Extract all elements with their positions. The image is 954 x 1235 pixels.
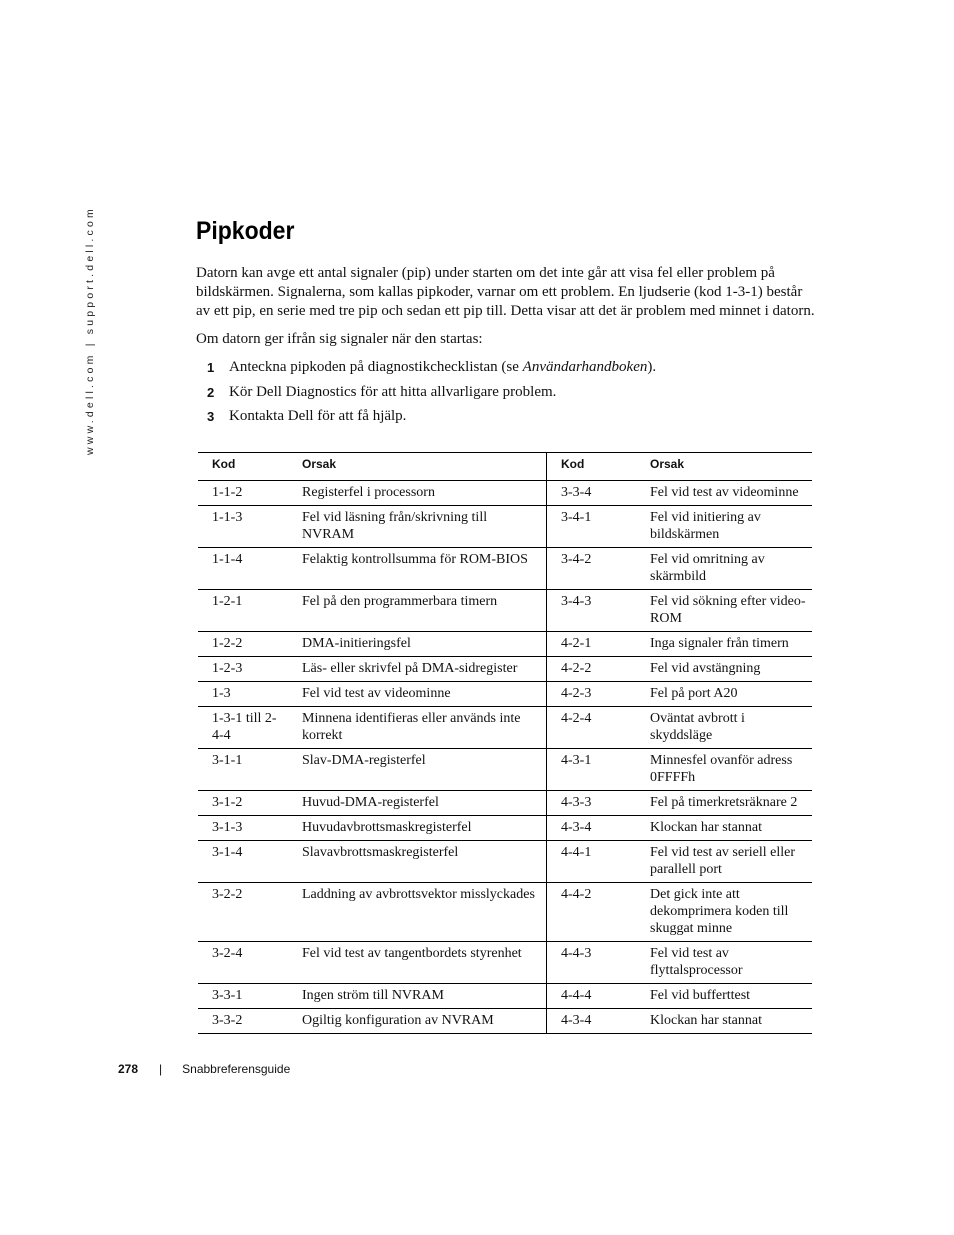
cell-code: 4-2-1 — [547, 632, 637, 657]
table-header-row — [198, 453, 812, 481]
cell-code: 4-2-4 — [547, 707, 637, 749]
beep-code-table — [198, 452, 812, 1034]
cell-code: 3-2-4 — [198, 942, 288, 984]
step-number: 3 — [207, 409, 215, 424]
cell-cause: Fel vid test av seriell eller parallell port — [636, 841, 812, 883]
table-row — [198, 841, 812, 883]
step-text: Anteckna pipkoden på diagnostikchecklistan (se Användarhandboken). — [229, 359, 657, 375]
page-footer — [118, 1062, 290, 1076]
table-row — [198, 1009, 812, 1034]
cell-code: 4-3-4 — [547, 1009, 637, 1034]
footer-separator: | — [159, 1062, 163, 1076]
cell-cause: Slav-DMA-registerfel — [288, 749, 547, 791]
cell-cause: Fel på timerkretsräknare 2 — [636, 791, 812, 816]
cell-code: 1-1-3 — [198, 506, 288, 548]
cell-cause: Minnena identifieras eller används inte korrekt — [288, 707, 547, 749]
cell-cause: Klockan har stannat — [636, 1009, 812, 1034]
cell-cause: Fel vid bufferttest — [636, 984, 812, 1009]
cell-code: 4-3-3 — [547, 791, 637, 816]
cell-code: 4-3-1 — [547, 749, 637, 791]
step-text: Kör Dell Diagnostics för att hitta allvarligare problem. — [229, 383, 557, 400]
cell-cause: Fel vid test av tangentbordets styrenhet — [288, 942, 547, 984]
table-row — [198, 682, 812, 707]
cell-cause: Oväntat avbrott i skyddsläge — [636, 707, 812, 749]
cell-code: 3-4-2 — [547, 548, 637, 590]
cell-cause: Huvudavbrottsmaskregisterfel — [288, 816, 547, 841]
cell-code: 3-4-3 — [547, 590, 637, 632]
cell-cause: Läs- eller skrivfel på DMA-sidregister — [288, 657, 547, 682]
cell-cause: Det gick inte att dekomprimera koden till skuggat minne — [636, 883, 812, 942]
page-title: Pipkoder — [196, 217, 295, 245]
cell-code: 3-4-1 — [547, 506, 637, 548]
cell-code: 3-1-1 — [198, 749, 288, 791]
cell-cause: Felaktig kontrollsumma för ROM-BIOS — [288, 548, 547, 590]
cell-code: 3-3-2 — [198, 1009, 288, 1034]
cell-cause: Fel vid initiering av bildskärmen — [636, 506, 812, 548]
cell-code: 3-2-2 — [198, 883, 288, 942]
table-row — [198, 984, 812, 1009]
table-row — [198, 707, 812, 749]
cell-cause: Fel vid test av videominne — [636, 481, 812, 506]
step-item — [196, 383, 816, 402]
cell-cause: Fel vid sökning efter video-ROM — [636, 590, 812, 632]
table-row — [198, 883, 812, 942]
cell-cause: Fel vid avstängning — [636, 657, 812, 682]
header-code-2: Kod — [547, 453, 637, 481]
cell-code: 3-1-4 — [198, 841, 288, 883]
step-number: 2 — [207, 384, 215, 400]
step-number: 1 — [207, 360, 215, 375]
header-cause-1: Orsak — [288, 453, 547, 481]
cell-cause: Inga signaler från timern — [636, 632, 812, 657]
cell-code: 3-3-4 — [547, 481, 637, 506]
cell-cause: Fel vid test av flyttalsprocessor — [636, 942, 812, 984]
header-code-1: Kod — [198, 453, 288, 481]
cell-cause: Laddning av avbrottsvektor misslyckades — [288, 883, 547, 942]
table-row — [198, 942, 812, 984]
intro-paragraph: Datorn kan avge ett antal signaler (pip) under starten om det inte går att visa fel eller problem på bildskärmen. Signalerna, som kallas pipkoder, varnar om ett problem. En ljudserie (kod 1-3-1) består av ett pip, en serie med tre pip och sedan ett pip till. Detta visar att det är problem med minnet i datorn. — [196, 265, 815, 319]
cell-cause: DMA-initieringsfel — [288, 632, 547, 657]
header-cause-2: Orsak — [636, 453, 812, 481]
cell-cause: Ogiltig konfiguration av NVRAM — [288, 1009, 547, 1034]
cell-code: 1-1-4 — [198, 548, 288, 590]
cell-code: 4-4-4 — [547, 984, 637, 1009]
cell-cause: Fel vid test av videominne — [288, 682, 547, 707]
cell-code: 3-3-1 — [198, 984, 288, 1009]
cell-code: 1-2-3 — [198, 657, 288, 682]
cell-code: 4-2-3 — [547, 682, 637, 707]
cell-code: 4-3-4 — [547, 816, 637, 841]
cell-cause: Fel vid läsning från/skrivning till NVRAM — [288, 506, 547, 548]
table-row — [198, 590, 812, 632]
cell-cause: Fel på den programmerbara timern — [288, 590, 547, 632]
cell-code: 3-1-3 — [198, 816, 288, 841]
table-row — [198, 816, 812, 841]
manual-reference: Användarhandboken — [522, 359, 648, 375]
steps-list — [196, 358, 816, 426]
table-row — [198, 506, 812, 548]
cell-code: 1-1-2 — [198, 481, 288, 506]
cell-code: 1-3-1 till 2-4-4 — [198, 707, 288, 749]
cell-code: 3-1-2 — [198, 791, 288, 816]
table-row — [198, 632, 812, 657]
step-item — [196, 407, 816, 426]
cell-code: 4-4-2 — [547, 883, 637, 942]
cell-cause: Fel på port A20 — [636, 682, 812, 707]
table-row — [198, 481, 812, 506]
cell-code: 4-2-2 — [547, 657, 637, 682]
cell-cause: Minnesfel ovanför adress 0FFFFh — [636, 749, 812, 791]
cell-code: 4-4-3 — [547, 942, 637, 984]
instruction-paragraph: Om datorn ger ifrån sig signaler när den startas: — [196, 331, 483, 347]
table-body — [198, 481, 812, 1034]
cell-code: 1-2-2 — [198, 632, 288, 657]
step-text: Kontakta Dell för att få hjälp. — [229, 408, 407, 424]
cell-cause: Ingen ström till NVRAM — [288, 984, 547, 1009]
side-website-url: www.dell.com | support.dell.com — [84, 206, 96, 455]
guide-title: Snabbreferensguide — [182, 1062, 291, 1076]
cell-cause: Slavavbrottsmaskregisterfel — [288, 841, 547, 883]
cell-cause: Huvud-DMA-registerfel — [288, 791, 547, 816]
cell-code: 1-2-1 — [198, 590, 288, 632]
main-content — [196, 214, 816, 432]
page-number: 278 — [118, 1062, 139, 1076]
cell-cause: Fel vid omritning av skärmbild — [636, 548, 812, 590]
cell-cause: Klockan har stannat — [636, 816, 812, 841]
step-item — [196, 358, 816, 377]
table-row — [198, 548, 812, 590]
table-row — [198, 657, 812, 682]
table-row — [198, 749, 812, 791]
cell-code: 1-3 — [198, 682, 288, 707]
cell-code: 4-4-1 — [547, 841, 637, 883]
cell-cause: Registerfel i processorn — [288, 481, 547, 506]
table-row — [198, 791, 812, 816]
